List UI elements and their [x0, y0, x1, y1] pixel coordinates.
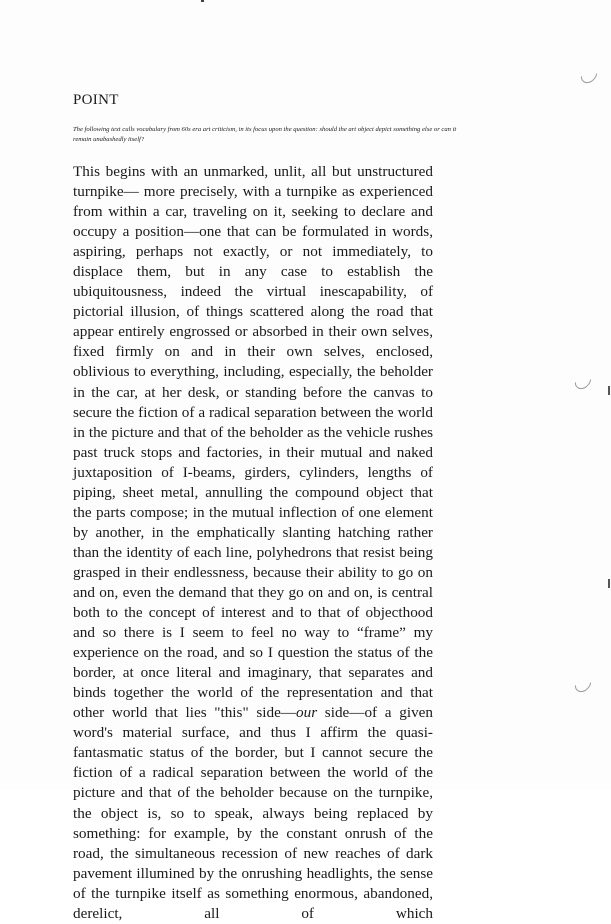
scan-speck: [201, 0, 204, 2]
page-title: POINT: [73, 92, 119, 108]
edge-tick-mark: [608, 579, 610, 588]
binder-hole-mark-middle: [572, 370, 595, 393]
body-paragraph: [73, 162, 433, 924]
epigraph: The following text culls vocabulary from 60s era art criticism, in its focus upon the question: should the art object depict something else or can it remain unabashedly itself?: [73, 126, 457, 143]
binder-hole-mark-top: [578, 64, 601, 87]
edge-tick-mark: [608, 386, 610, 395]
body-text-emphasis: our: [296, 704, 318, 722]
binder-hole-mark-bottom: [572, 673, 595, 696]
body-text-part1: This begins with an unmarked, unlit, all but unstructured turnpike— more precisely, with a turnpike as experienced from within a car, traveling on it, seeking to declare and occupy a position—one that can be formulated in words, aspiring, perhaps not exactly, or not immediately, to displace them, but in any case to establish the ubiquitousness, indeed the virtual inescapability, of pictorial illusion, of things scattered along the road that appear entirely engrossed or absorbed in their own selves, fixed firmly on and in their own selves, enclosed, oblivious to everything, including, especially, the beholder in the car, at her desk, or standing before the canvas to secure the fiction of a radical separation between the world in the picture and that of the beholder as the vehicle rushes past truck stops and factories, in their mutual and naked juxtaposition of I-beams, girders, cylinders, lengths of piping, sheet metal, annulling the compound object that the parts compose; in the mutual inflection of one element by another, in the emphatically slanting hatching rather than the identity of each line, polyhedrons that resist being grasped in their endlessness, because their ability to go on and on, even the demand that they go on and on, is central both to the concept of interest and to that of objecthood and so there is I seem to feel no way to “frame” my experience on the road, and so I question the status of the border, at once literal and imaginary, that separates and binds together the world of the representation and that other world that lies "this" side—: [73, 163, 433, 722]
body-text-part2: side—of a given word's material surface, and thus I affirm the quasi-fantasmatic status of the border, but I cannot secure the fiction of a radical separation between the world of the picture and that of the beholder because on the turnpike, the object is, so to speak, always being replaced by something: for example, by the constant onrush of the road, the simultaneous recession of new reaches of dark pavement illumined by the onrushing headlights, the sense of the turnpike itself as something enormous, abandoned, derelict, all of which: [73, 704, 433, 922]
